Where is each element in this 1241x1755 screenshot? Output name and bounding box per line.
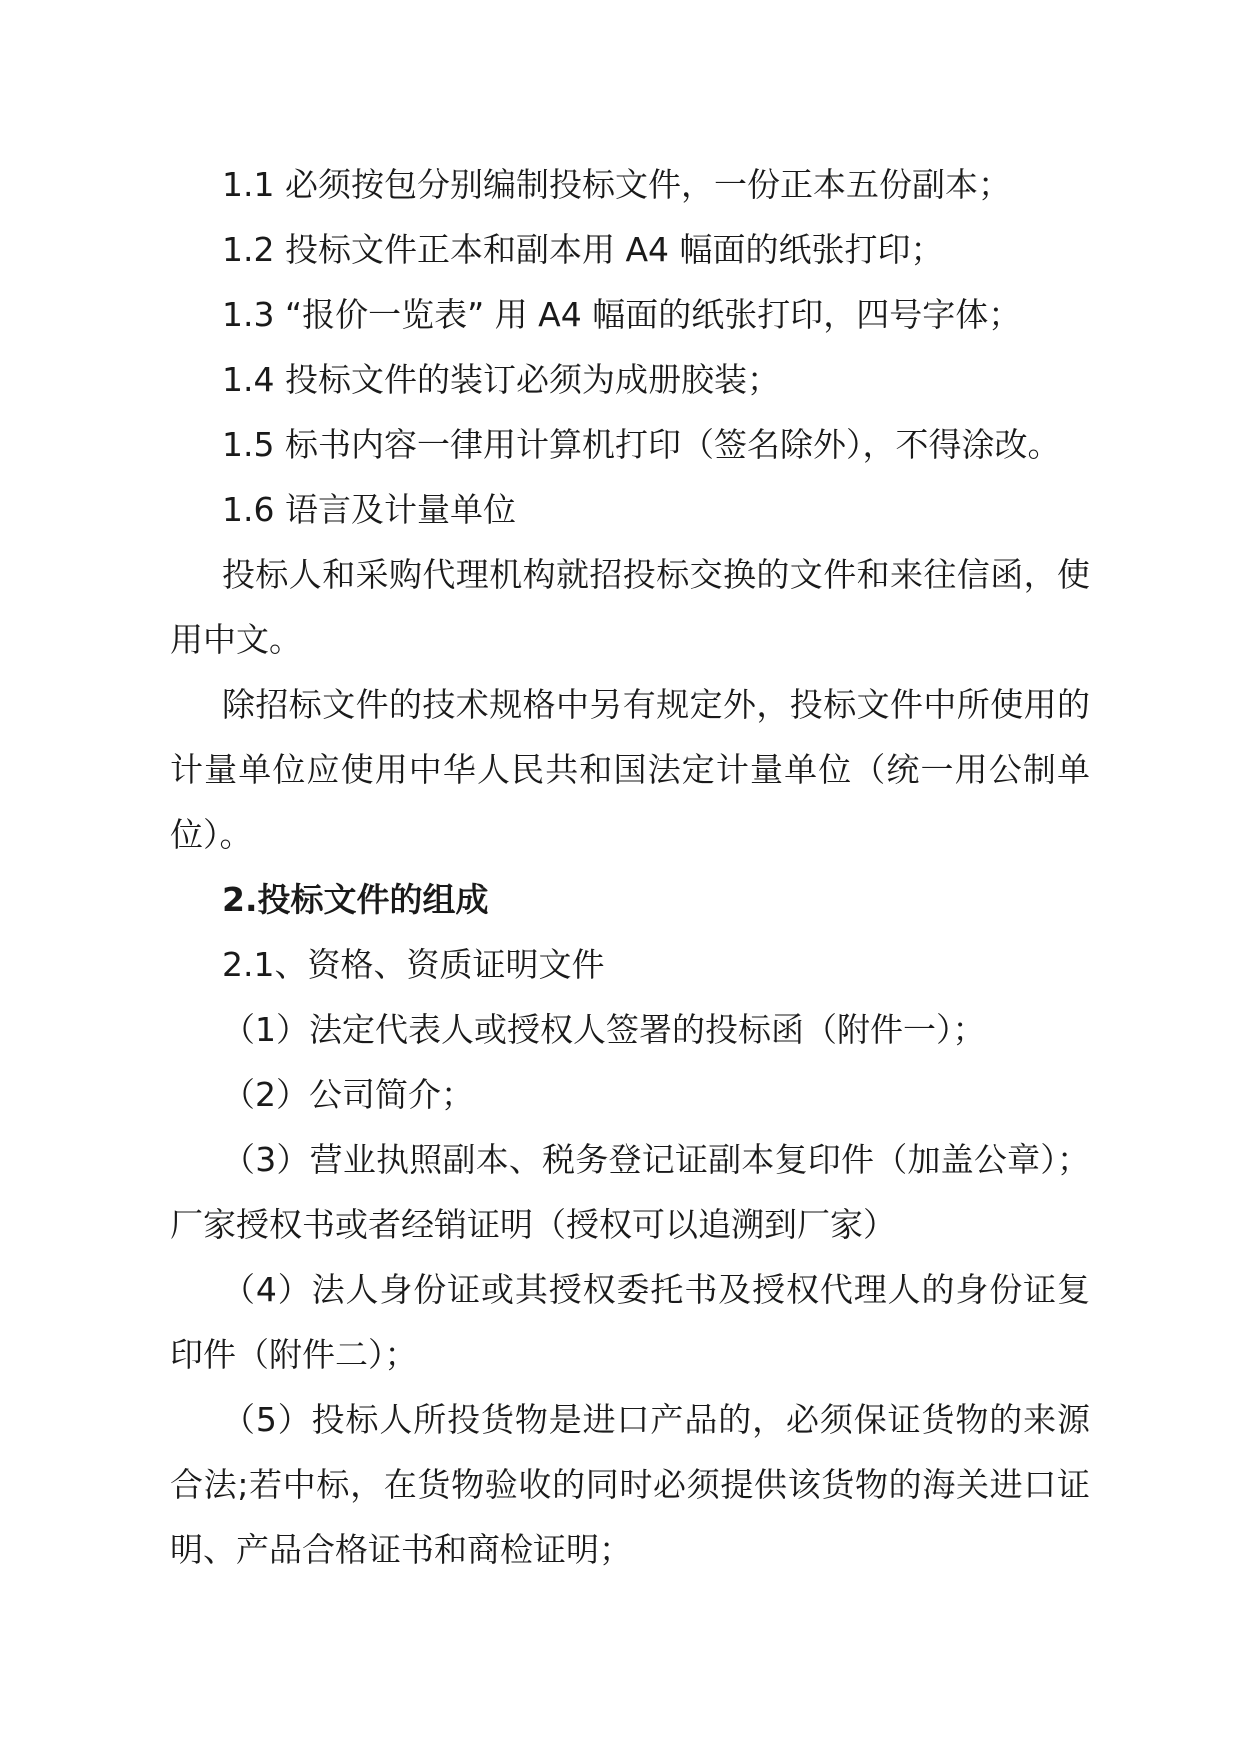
document-body: [170, 152, 1090, 1582]
clause-1-2: 1.2 投标文件正本和副本用 A4 幅面的纸张打印；: [222, 230, 944, 269]
clause-1-1: 1.1 必须按包分别编制投标文件，一份正本五份副本；: [222, 165, 1011, 204]
clause-2-1: 2.1、资格、资质证明文件: [222, 945, 605, 984]
item-3: （3）营业执照副本、税务登记证副本复印件（加盖公章）；厂家授权书或者经销证明（授权可以追溯到厂家）: [170, 1140, 1090, 1244]
section-2-heading: 2.投标文件的组成: [222, 880, 489, 919]
clause-1-6: 1.6 语言及计量单位: [222, 490, 516, 529]
clause-1-5: 1.5 标书内容一律用计算机打印（签名除外），不得涂改。: [222, 425, 1061, 464]
item-5: （5）投标人所投货物是进口产品的，必须保证货物的来源合法;若中标，在货物验收的同时必须提供该货物的海关进口证明、产品合格证书和商检证明；: [170, 1400, 1090, 1569]
clause-1-3: 1.3 “报价一览表” 用 A4 幅面的纸张打印，四号字体；: [222, 295, 1022, 334]
item-2: （2）公司简介；: [222, 1075, 474, 1114]
units-paragraph: 除招标文件的技术规格中另有规定外，投标文件中所使用的计量单位应使用中华人民共和国法定计量单位（统一用公制单位）。: [170, 685, 1090, 854]
clause-1-4: 1.4 投标文件的装订必须为成册胶装；: [222, 360, 780, 399]
item-1: （1）法定代表人或授权人签署的投标函（附件一）；: [222, 1010, 986, 1049]
language-paragraph: 投标人和采购代理机构就招投标交换的文件和来往信函，使用中文。: [170, 555, 1090, 659]
item-4: （4）法人身份证或其授权委托书及授权代理人的身份证复印件（附件二）；: [170, 1270, 1090, 1374]
